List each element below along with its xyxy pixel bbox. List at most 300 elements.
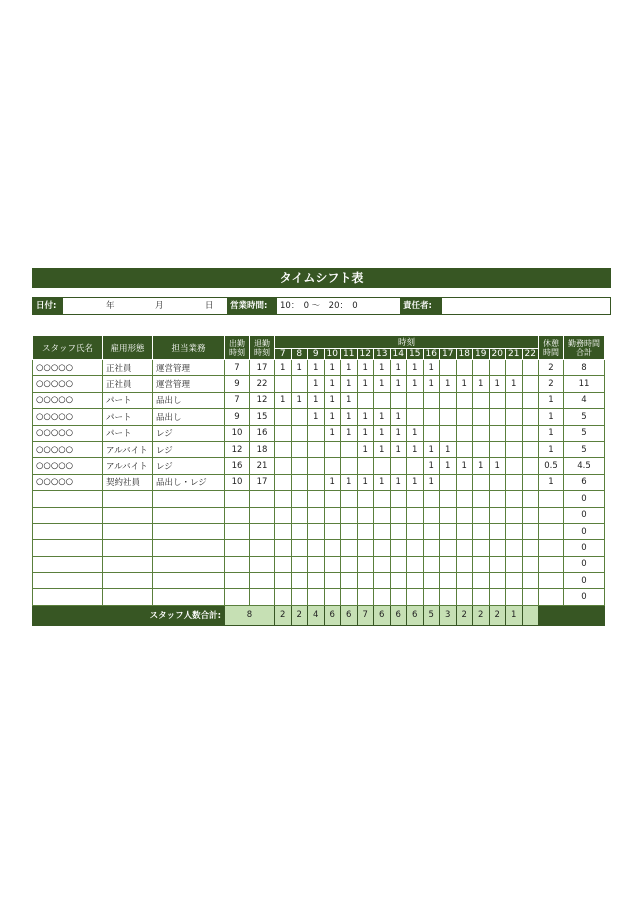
end-time-cell[interactable] [250,573,275,589]
hour-slot-cell[interactable] [473,491,490,507]
hour-slot-cell[interactable]: 1 [440,458,457,474]
hour-slot-cell[interactable] [473,409,490,425]
total-hours-cell[interactable]: 0 [564,540,605,556]
hour-slot-cell[interactable] [291,540,308,556]
duty-cell[interactable] [153,556,225,572]
employment-cell[interactable]: アルバイト [103,458,153,474]
start-time-cell[interactable]: 9 [225,376,250,392]
hour-slot-cell[interactable] [341,458,358,474]
break-cell[interactable] [539,540,564,556]
hour-slot-cell[interactable] [489,441,506,457]
hour-slot-cell[interactable] [324,540,341,556]
hour-slot-cell[interactable] [473,507,490,523]
hour-slot-cell[interactable]: 1 [390,376,407,392]
hour-slot-cell[interactable]: 1 [374,441,391,457]
hour-slot-cell[interactable]: 1 [440,441,457,457]
hour-slot-cell[interactable] [390,507,407,523]
break-cell[interactable] [539,507,564,523]
employment-cell[interactable] [103,491,153,507]
total-hours-cell[interactable]: 0 [564,589,605,605]
employment-cell[interactable] [103,589,153,605]
hour-slot-cell[interactable] [308,556,325,572]
staff-name-cell[interactable] [33,556,103,572]
hour-slot-cell[interactable]: 1 [357,376,374,392]
hour-slot-cell[interactable]: 1 [275,392,292,408]
start-time-cell[interactable]: 16 [225,458,250,474]
hour-slot-cell[interactable] [456,360,473,376]
hour-slot-cell[interactable] [291,556,308,572]
hour-slot-cell[interactable] [522,376,539,392]
employment-cell[interactable]: パート [103,409,153,425]
hour-slot-cell[interactable] [473,441,490,457]
hour-slot-cell[interactable] [473,556,490,572]
hour-slot-cell[interactable] [506,523,523,539]
hour-slot-cell[interactable] [489,360,506,376]
hour-slot-cell[interactable] [275,425,292,441]
hour-slot-cell[interactable] [341,507,358,523]
hour-slot-cell[interactable]: 1 [357,441,374,457]
hour-slot-cell[interactable] [522,556,539,572]
hour-slot-cell[interactable] [291,573,308,589]
total-hours-cell[interactable]: 4.5 [564,458,605,474]
hour-slot-cell[interactable] [357,491,374,507]
total-hours-cell[interactable]: 4 [564,392,605,408]
hour-slot-cell[interactable] [506,360,523,376]
hour-slot-cell[interactable]: 1 [308,392,325,408]
total-hours-cell[interactable]: 0 [564,573,605,589]
employment-cell[interactable]: パート [103,425,153,441]
hour-slot-cell[interactable] [291,441,308,457]
hour-slot-cell[interactable] [374,556,391,572]
hour-slot-cell[interactable] [390,392,407,408]
hour-slot-cell[interactable]: 1 [308,409,325,425]
hour-slot-cell[interactable] [357,556,374,572]
hour-slot-cell[interactable] [423,540,440,556]
hour-slot-cell[interactable] [291,474,308,490]
end-time-cell[interactable]: 12 [250,392,275,408]
hour-slot-cell[interactable] [390,556,407,572]
hour-slot-cell[interactable] [275,409,292,425]
hour-slot-cell[interactable] [456,507,473,523]
end-time-cell[interactable] [250,491,275,507]
hour-slot-cell[interactable] [390,589,407,605]
hour-slot-cell[interactable] [506,491,523,507]
duty-cell[interactable]: 運営管理 [153,376,225,392]
hour-slot-cell[interactable] [341,556,358,572]
start-time-cell[interactable]: 9 [225,409,250,425]
hour-slot-cell[interactable] [374,491,391,507]
end-time-cell[interactable] [250,523,275,539]
hour-slot-cell[interactable] [275,523,292,539]
start-time-cell[interactable] [225,589,250,605]
hour-slot-cell[interactable] [308,474,325,490]
hour-slot-cell[interactable] [473,392,490,408]
hour-slot-cell[interactable]: 1 [407,474,424,490]
hour-slot-cell[interactable] [357,507,374,523]
duty-cell[interactable]: レジ [153,441,225,457]
hour-slot-cell[interactable] [341,573,358,589]
duty-cell[interactable]: レジ [153,425,225,441]
hour-slot-cell[interactable] [275,540,292,556]
employment-cell[interactable] [103,523,153,539]
hour-slot-cell[interactable] [423,491,440,507]
staff-name-cell[interactable]: ○○○○○ [33,458,103,474]
staff-name-cell[interactable] [33,491,103,507]
hour-slot-cell[interactable] [473,589,490,605]
duty-cell[interactable] [153,573,225,589]
hour-slot-cell[interactable] [456,441,473,457]
hour-slot-cell[interactable] [522,360,539,376]
manager-field[interactable] [445,298,605,314]
break-cell[interactable] [539,589,564,605]
hour-slot-cell[interactable] [522,425,539,441]
hour-slot-cell[interactable] [308,491,325,507]
hour-slot-cell[interactable] [407,458,424,474]
break-cell[interactable]: 1 [539,474,564,490]
hour-slot-cell[interactable] [357,540,374,556]
duty-cell[interactable]: 品出し・レジ [153,474,225,490]
hour-slot-cell[interactable] [291,523,308,539]
staff-name-cell[interactable]: ○○○○○ [33,392,103,408]
staff-name-cell[interactable] [33,589,103,605]
hour-slot-cell[interactable]: 1 [291,392,308,408]
employment-cell[interactable] [103,573,153,589]
hour-slot-cell[interactable] [456,474,473,490]
staff-name-cell[interactable]: ○○○○○ [33,409,103,425]
hour-slot-cell[interactable] [489,556,506,572]
total-hours-cell[interactable]: 8 [564,360,605,376]
hour-slot-cell[interactable] [456,392,473,408]
hour-slot-cell[interactable] [522,458,539,474]
hour-slot-cell[interactable]: 1 [324,392,341,408]
hour-slot-cell[interactable] [291,491,308,507]
total-hours-cell[interactable]: 0 [564,507,605,523]
end-time-cell[interactable]: 21 [250,458,275,474]
hour-slot-cell[interactable] [341,589,358,605]
hour-slot-cell[interactable] [341,540,358,556]
duty-cell[interactable] [153,540,225,556]
hour-slot-cell[interactable] [324,491,341,507]
hour-slot-cell[interactable]: 1 [308,376,325,392]
staff-name-cell[interactable] [33,507,103,523]
staff-name-cell[interactable]: ○○○○○ [33,376,103,392]
hour-slot-cell[interactable]: 1 [390,425,407,441]
hour-slot-cell[interactable] [357,392,374,408]
hour-slot-cell[interactable] [440,360,457,376]
hour-slot-cell[interactable] [390,458,407,474]
hour-slot-cell[interactable]: 1 [324,425,341,441]
hour-slot-cell[interactable]: 1 [423,474,440,490]
hour-slot-cell[interactable] [308,458,325,474]
hour-slot-cell[interactable] [489,409,506,425]
hour-slot-cell[interactable]: 1 [324,376,341,392]
hour-slot-cell[interactable]: 1 [489,376,506,392]
end-time-cell[interactable] [250,589,275,605]
hour-slot-cell[interactable] [456,523,473,539]
hour-slot-cell[interactable] [522,573,539,589]
hour-slot-cell[interactable] [275,458,292,474]
break-cell[interactable] [539,523,564,539]
hour-slot-cell[interactable] [407,573,424,589]
hour-slot-cell[interactable] [456,491,473,507]
hour-slot-cell[interactable] [506,589,523,605]
end-time-cell[interactable]: 15 [250,409,275,425]
hour-slot-cell[interactable]: 1 [423,376,440,392]
hour-slot-cell[interactable] [357,523,374,539]
hour-slot-cell[interactable]: 1 [374,474,391,490]
hour-slot-cell[interactable] [341,491,358,507]
break-cell[interactable]: 1 [539,425,564,441]
hour-slot-cell[interactable] [522,392,539,408]
hour-slot-cell[interactable] [275,573,292,589]
duty-cell[interactable]: レジ [153,458,225,474]
hour-slot-cell[interactable] [291,376,308,392]
hour-slot-cell[interactable] [341,441,358,457]
hour-slot-cell[interactable] [374,523,391,539]
hour-slot-cell[interactable] [357,573,374,589]
hour-slot-cell[interactable] [456,556,473,572]
hour-slot-cell[interactable]: 1 [440,376,457,392]
hour-slot-cell[interactable] [473,540,490,556]
employment-cell[interactable]: 正社員 [103,360,153,376]
hour-slot-cell[interactable]: 1 [357,474,374,490]
duty-cell[interactable]: 品出し [153,409,225,425]
hour-slot-cell[interactable] [456,409,473,425]
staff-name-cell[interactable]: ○○○○○ [33,474,103,490]
employment-cell[interactable] [103,540,153,556]
total-hours-cell[interactable]: 0 [564,556,605,572]
start-time-cell[interactable]: 7 [225,392,250,408]
hour-slot-cell[interactable] [291,425,308,441]
hour-slot-cell[interactable] [522,441,539,457]
hour-slot-cell[interactable] [522,540,539,556]
hour-slot-cell[interactable] [407,556,424,572]
hour-slot-cell[interactable] [357,589,374,605]
hour-slot-cell[interactable] [324,573,341,589]
hour-slot-cell[interactable]: 1 [423,360,440,376]
hour-slot-cell[interactable]: 1 [374,425,391,441]
hour-slot-cell[interactable] [407,491,424,507]
hour-slot-cell[interactable]: 1 [374,409,391,425]
hour-slot-cell[interactable] [275,376,292,392]
hour-slot-cell[interactable]: 1 [357,360,374,376]
hour-slot-cell[interactable] [440,540,457,556]
hour-slot-cell[interactable] [440,409,457,425]
hour-slot-cell[interactable]: 1 [275,360,292,376]
hour-slot-cell[interactable] [374,540,391,556]
hour-slot-cell[interactable] [522,589,539,605]
hour-slot-cell[interactable] [275,441,292,457]
hour-slot-cell[interactable] [308,589,325,605]
hour-slot-cell[interactable]: 1 [341,409,358,425]
hour-slot-cell[interactable] [308,425,325,441]
total-hours-cell[interactable]: 0 [564,491,605,507]
hour-slot-cell[interactable] [456,540,473,556]
break-cell[interactable]: 1 [539,441,564,457]
break-cell[interactable]: 1 [539,409,564,425]
hour-slot-cell[interactable]: 1 [390,441,407,457]
employment-cell[interactable]: 正社員 [103,376,153,392]
hour-slot-cell[interactable] [522,474,539,490]
hour-slot-cell[interactable] [489,474,506,490]
end-time-cell[interactable] [250,540,275,556]
hour-slot-cell[interactable] [390,491,407,507]
hour-slot-cell[interactable] [522,523,539,539]
hour-slot-cell[interactable] [456,589,473,605]
hour-slot-cell[interactable] [440,392,457,408]
hour-slot-cell[interactable] [275,491,292,507]
hour-slot-cell[interactable] [473,573,490,589]
hour-slot-cell[interactable] [407,540,424,556]
hour-slot-cell[interactable] [423,507,440,523]
hour-slot-cell[interactable] [374,458,391,474]
hour-slot-cell[interactable] [374,589,391,605]
hour-slot-cell[interactable] [374,507,391,523]
hour-slot-cell[interactable] [407,392,424,408]
duty-cell[interactable]: 品出し [153,392,225,408]
end-time-cell[interactable]: 18 [250,441,275,457]
hour-slot-cell[interactable] [440,556,457,572]
hour-slot-cell[interactable] [440,491,457,507]
end-time-cell[interactable]: 17 [250,474,275,490]
hour-slot-cell[interactable] [489,392,506,408]
staff-name-cell[interactable]: ○○○○○ [33,441,103,457]
hour-slot-cell[interactable] [440,523,457,539]
hour-slot-cell[interactable] [506,441,523,457]
hour-slot-cell[interactable] [308,523,325,539]
hour-slot-cell[interactable]: 1 [357,409,374,425]
start-time-cell[interactable]: 10 [225,474,250,490]
total-hours-cell[interactable]: 0 [564,523,605,539]
hour-slot-cell[interactable] [341,523,358,539]
hour-slot-cell[interactable] [506,573,523,589]
hour-slot-cell[interactable]: 1 [407,360,424,376]
end-time-cell[interactable] [250,507,275,523]
hour-slot-cell[interactable] [423,523,440,539]
hour-slot-cell[interactable] [489,573,506,589]
employment-cell[interactable]: パート [103,392,153,408]
hour-slot-cell[interactable] [275,507,292,523]
hour-slot-cell[interactable] [324,589,341,605]
hour-slot-cell[interactable]: 1 [456,458,473,474]
hour-slot-cell[interactable] [506,409,523,425]
end-time-cell[interactable]: 22 [250,376,275,392]
hour-slot-cell[interactable] [506,540,523,556]
hour-slot-cell[interactable] [423,409,440,425]
hour-slot-cell[interactable] [407,409,424,425]
start-time-cell[interactable] [225,507,250,523]
hour-slot-cell[interactable] [423,556,440,572]
hour-slot-cell[interactable]: 1 [341,376,358,392]
total-hours-cell[interactable]: 6 [564,474,605,490]
total-hours-cell[interactable]: 5 [564,441,605,457]
hour-slot-cell[interactable] [407,507,424,523]
hour-slot-cell[interactable]: 1 [308,360,325,376]
staff-name-cell[interactable] [33,540,103,556]
hour-slot-cell[interactable] [324,556,341,572]
hour-slot-cell[interactable] [456,573,473,589]
hour-slot-cell[interactable] [440,474,457,490]
end-time-cell[interactable]: 17 [250,360,275,376]
hour-slot-cell[interactable] [390,573,407,589]
hour-slot-cell[interactable]: 1 [473,458,490,474]
staff-name-cell[interactable] [33,573,103,589]
hour-slot-cell[interactable]: 1 [390,474,407,490]
hour-slot-cell[interactable] [522,409,539,425]
hour-slot-cell[interactable] [522,491,539,507]
hour-slot-cell[interactable] [275,589,292,605]
hour-slot-cell[interactable] [489,540,506,556]
hour-slot-cell[interactable] [489,507,506,523]
hour-slot-cell[interactable] [423,425,440,441]
hour-slot-cell[interactable]: 1 [324,409,341,425]
start-time-cell[interactable] [225,491,250,507]
hour-slot-cell[interactable] [440,589,457,605]
hour-slot-cell[interactable]: 1 [423,441,440,457]
hour-slot-cell[interactable] [489,491,506,507]
hour-slot-cell[interactable] [489,589,506,605]
hour-slot-cell[interactable] [407,523,424,539]
hour-slot-cell[interactable] [324,507,341,523]
hour-slot-cell[interactable] [324,523,341,539]
break-cell[interactable]: 2 [539,376,564,392]
hour-slot-cell[interactable] [473,425,490,441]
hour-slot-cell[interactable]: 1 [407,376,424,392]
break-cell[interactable]: 0.5 [539,458,564,474]
hour-slot-cell[interactable] [522,507,539,523]
staff-name-cell[interactable]: ○○○○○ [33,360,103,376]
hour-slot-cell[interactable]: 1 [291,360,308,376]
hour-slot-cell[interactable] [506,425,523,441]
start-time-cell[interactable] [225,540,250,556]
hour-slot-cell[interactable] [506,458,523,474]
hour-slot-cell[interactable] [473,474,490,490]
hour-slot-cell[interactable] [291,458,308,474]
start-time-cell[interactable]: 7 [225,360,250,376]
start-time-cell[interactable]: 12 [225,441,250,457]
hour-slot-cell[interactable] [489,425,506,441]
hour-slot-cell[interactable]: 1 [407,441,424,457]
hour-slot-cell[interactable] [407,589,424,605]
hour-slot-cell[interactable] [390,523,407,539]
hour-slot-cell[interactable] [308,573,325,589]
hour-slot-cell[interactable]: 1 [357,425,374,441]
hour-slot-cell[interactable] [275,474,292,490]
hour-slot-cell[interactable] [423,392,440,408]
hour-slot-cell[interactable] [506,392,523,408]
hour-slot-cell[interactable]: 1 [473,376,490,392]
hour-slot-cell[interactable] [357,458,374,474]
hour-slot-cell[interactable] [291,507,308,523]
break-cell[interactable] [539,573,564,589]
hour-slot-cell[interactable] [324,441,341,457]
total-hours-cell[interactable]: 5 [564,425,605,441]
hour-slot-cell[interactable]: 1 [341,425,358,441]
staff-name-cell[interactable] [33,523,103,539]
duty-cell[interactable] [153,491,225,507]
hour-slot-cell[interactable]: 1 [423,458,440,474]
staff-name-cell[interactable]: ○○○○○ [33,425,103,441]
hour-slot-cell[interactable] [506,507,523,523]
hour-slot-cell[interactable] [440,425,457,441]
employment-cell[interactable] [103,507,153,523]
start-time-cell[interactable] [225,556,250,572]
hour-slot-cell[interactable] [374,392,391,408]
hour-slot-cell[interactable] [440,573,457,589]
start-time-cell[interactable] [225,573,250,589]
hour-slot-cell[interactable]: 1 [506,376,523,392]
hour-slot-cell[interactable]: 1 [341,392,358,408]
